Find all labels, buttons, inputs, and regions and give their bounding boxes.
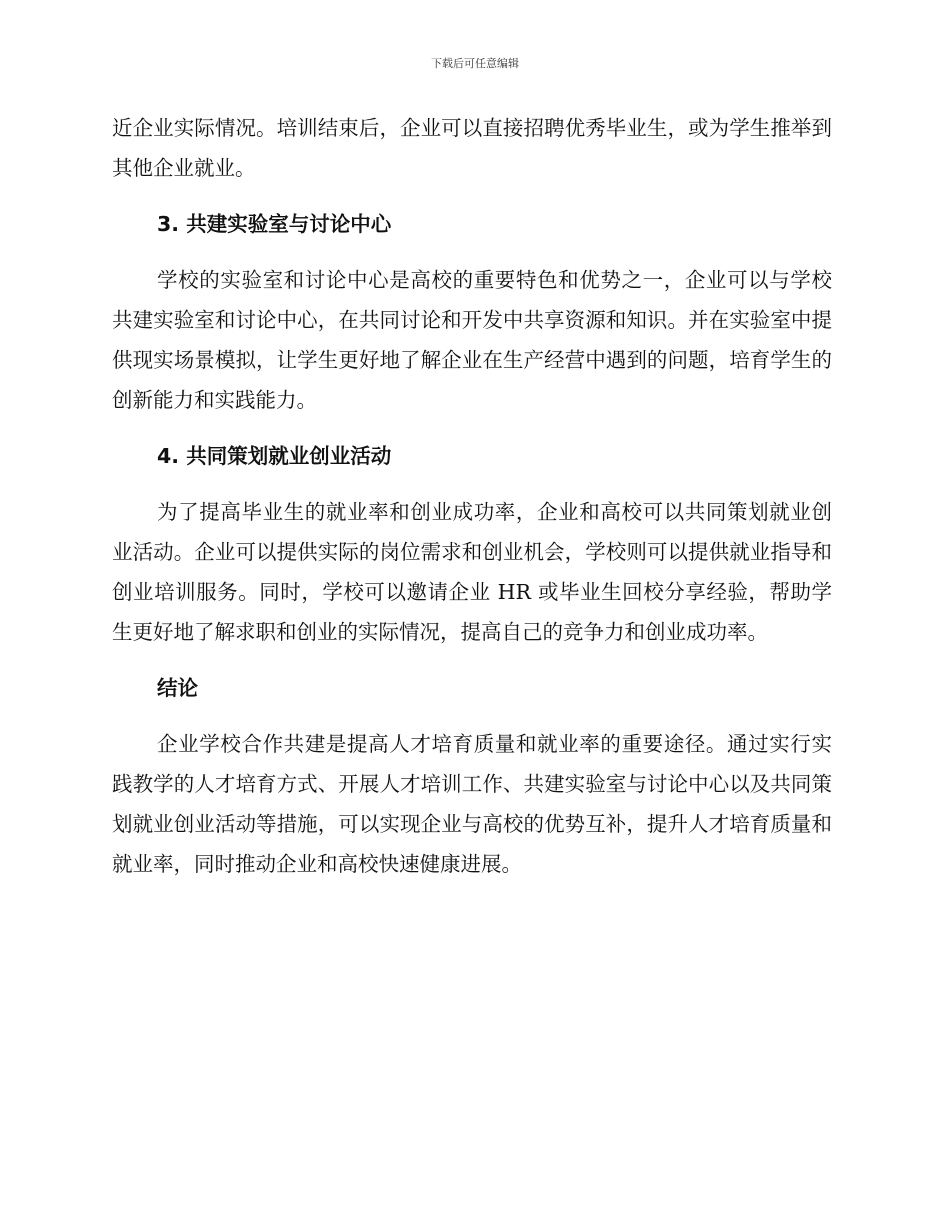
paragraph-conclusion: 企业学校合作共建是提高人才培育质量和就业率的重要途径。通过实行实践教学的人才培育方式、开展人才培训工作、共建实验室与讨论中心以及共同策划就业创业活动等措施，可以实现企业与高校的优势互补，提升人才培育质量和就业率，同时推动企业和高校快速健康进展。 <box>112 732 832 876</box>
section-heading-3: 3. 共建实验室与讨论中心 <box>157 212 392 236</box>
document-body <box>112 108 832 884</box>
conclusion-heading: 结论 <box>157 676 198 700</box>
paragraph-section-4: 为了提高毕业生的就业率和创业成功率，企业和高校可以共同策划就业创业活动。企业可以提供实际的岗位需求和创业机会，学校则可以提供就业指导和创业培训服务。同时，学校可以邀请企业 HR 或毕业生回校分享经验，帮助学生更好地了解求职和创业的实际情况，提高自己的竞争力和创业成功率。 <box>112 500 832 644</box>
paragraph-section-3: 学校的实验室和讨论中心是高校的重要特色和优势之一，企业可以与学校共建实验室和讨论中心，在共同讨论和开发中共享资源和知识。并在实验室中提供现实场景模拟，让学生更好地了解企业在生产经营中遇到的问题，培育学生的创新能力和实践能力。 <box>112 268 832 412</box>
section-heading-4: 4. 共同策划就业创业活动 <box>157 444 392 468</box>
paragraph-intro-continued: 近企业实际情况。培训结束后，企业可以直接招聘优秀毕业生，或为学生推举到其他企业就业。 <box>112 116 832 180</box>
page-header-note: 下载后可任意编辑 <box>431 57 519 70</box>
